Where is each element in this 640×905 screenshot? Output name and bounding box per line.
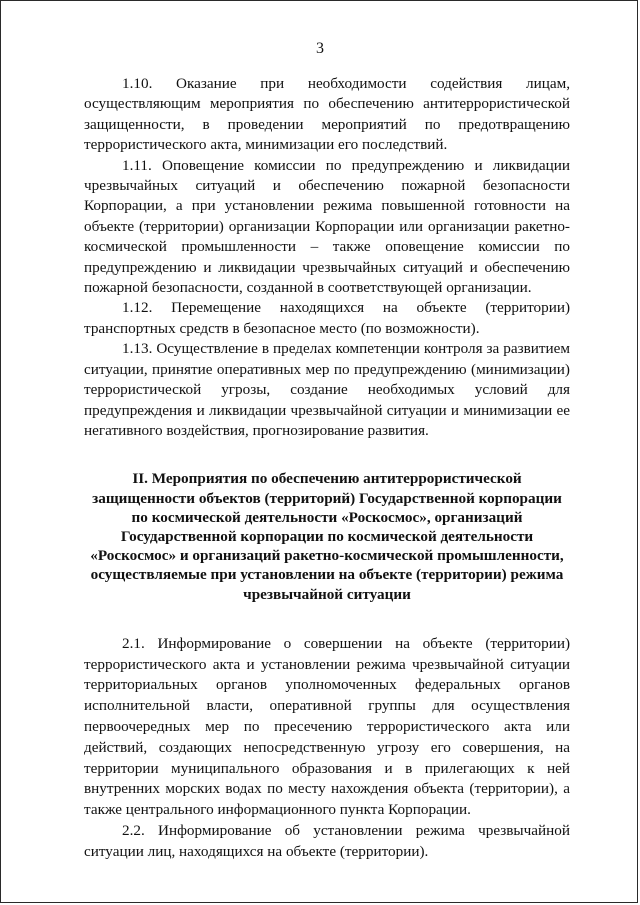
paragraph-number: 1.13.	[122, 340, 153, 358]
paragraph-number: 2.2.	[122, 821, 145, 839]
paragraph-2-1	[84, 634, 570, 821]
paragraph-2-2	[84, 821, 570, 863]
paragraph-1-10	[84, 74, 570, 156]
page-number: 3	[316, 40, 324, 57]
paragraph-number: 1.12.	[122, 299, 153, 317]
document-body	[84, 74, 570, 863]
paragraph-1-13	[84, 339, 570, 441]
paragraph-text: Информирование о совершении на объекте (территории) террористического акта и установлении режима чрезвычайной ситуации территориальных органов уполномоченных федеральных органов исполнительной власти, оперативной группы для осуществления первоочередных мер по пресечению террористического акта или действий, создающих непосредственную угрозу его совершения, на территории муниципального образования и в прилегающих к ней внутренних морских водах по месту нахождения объекта (территории), а также центрального информационного пункта Корпорации.	[84, 634, 571, 819]
section-heading: II. Мероприятия по обеспечению антитеррористической защищенности объектов (территорий) Государственной корпорации по космической деятельности «Роскосмос», организаций Государственной корпорации по космической деятельности «Роскосмос» и организаций ракетно-космической промышленности, осуществляемые при установлении на объекте (территории) режима чрезвычайной ситуации	[90, 470, 564, 603]
paragraph-text: Перемещение находящихся на объекте (территории) транспортных средств в безопасное место (по возможности).	[84, 299, 571, 337]
paragraph-text: Осуществление в пределах компетенции контроля за развитием ситуации, принятие оперативных мер по предупреждению (минимизации) террористической угрозы, создание необходимых условий для предупреждения и ликвидации чрезвычайной ситуации и минимизации ее негативного воздействия, прогнозирование развития.	[84, 340, 570, 439]
paragraph-text: Оказание при необходимости содействия лицам, осуществляющим мероприятия по обеспечению антитеррористической защищенности, в проведении мероприятий по предотвращению террористического акта, минимизации его последствий.	[84, 75, 571, 154]
paragraph-text: Информирование об установлении режима чрезвычайной ситуации лиц, находящихся на объекте (территории).	[84, 821, 570, 860]
paragraph-text: Оповещение комиссии по предупреждению и ликвидации чрезвычайных ситуаций и обеспечению пожарной безопасности Корпорации, а при установлении режима повышенной готовности на объекте (территории) организации Корпорации или организации ракетно-космической промышленности – также оповещение комиссии по предупреждению и ликвидации чрезвычайных ситуаций и обеспечению пожарной безопасности, созданной в соответствующей организации.	[84, 156, 571, 297]
paragraph-number: 2.1.	[122, 634, 145, 652]
paragraph-number: 1.10.	[122, 75, 153, 92]
paragraph-1-12	[84, 298, 570, 339]
paragraph-1-11	[84, 156, 570, 299]
paragraph-number: 1.11.	[122, 156, 152, 174]
